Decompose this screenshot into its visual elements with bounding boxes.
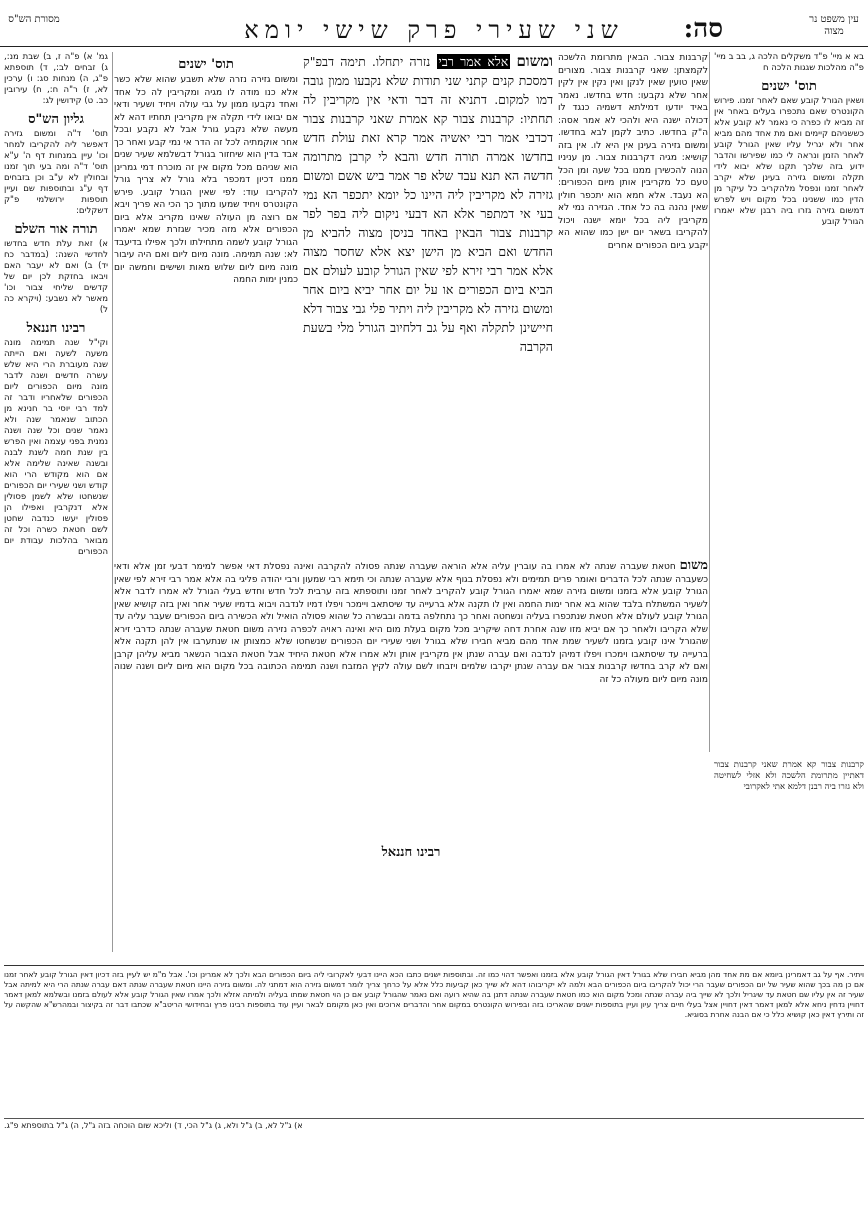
- wide-commentary-text: [114, 560, 708, 686]
- tosfot-yeshanim-text: ושאין הגורל קובע שאם לאחר זמנו. פירוש הקונטרס שאם נתכפרו בעלים באחר אין זה מביא לו כפרה כי נאמר לא קובע אלא כששניהם קיימים ואם מת אחד מהם מביא אחר ולא יגריל עליו שאין הגורל קובע לאחר הזמן ונראה לי כמו שפירשו והדבר ידוע בזה שלכך תקנו שלא יבוא לידי תקלה ומשום גזירה בעינן שלא יקרב לאחר זמנו ונפסל מלהקריב כל עיקר מן הדין כמו ששנינו בכל מקום ויש לפרש דמשום גזירה גזרו ביה רבנן שלא יאמרו הגורל קובע: [714, 96, 864, 227]
- wide-opening-word: משום: [679, 560, 708, 573]
- right-margin-bottom-text: קרבנות צבור קא אמרת שאני קרבנות צבור דאתיין מתרומת הלשכה ולא אזלי לשחיטה ולא גזרו ביה רבנן דלמא אתי לאקרובי: [714, 760, 864, 792]
- rabbenu-chananel-heading: רבינו חננאל: [26, 321, 86, 336]
- gemara-body: [303, 52, 553, 356]
- tosfot-heading: תוס' ישנים: [178, 57, 234, 72]
- page-header: [0, 14, 868, 47]
- torah-or-heading: תורה אור השלם: [14, 222, 98, 237]
- left-margin-column: [4, 52, 113, 952]
- wide-commentary: [114, 560, 708, 835]
- wide-text-1: חטאת שעברה שנתה לא אמרו בה עוברין עליה אלא הוראה שעברה שנתה פסולה להקרבה ואינה נפסלת דאי אפשר למימר דבעי זמן אלא ודאי כשעברה שנתה לכל הדברים ואומר פרים תמימים ולא נפסלת בגוף אלא שעברה שנתה וכי תימא רבי שמעון ורבי יהודה פליגי בה אלא אמר רבי זירא לפי שאין הגורל קובע אלא בזמנו ומשום גזירה שמא יאמרו הגורל קובע להקריב לאחר זמנו ותוספתא בזה ערבית לכל חדש וחדש בעלי הגורל לא אמרו לדבר אלא לשעיר המשתלח בלבד שהוא בא אחר ימות החמה ואין לו תקנה אלא ברעייה עד שיסתאב ויימכר ויפלו דמיו לנדבה ויבוא בדמיו שעיר אחר ואין בזה קושיא שאין הגורל קובע לעולם אלא חטאת שנתכפרו בעליה ונשחטה ואחר כך נתחלפה בדמה ובבשרה כל שהוא פסולה הואיל ולא הכשירה ביום הכפורים שעבר עליה עד שלא הקריבו ולאחר כך אם יביא מזו שנה אחרת דחה שיקריב מכל מקום בעלת מום היא ואינה ראויה לכפרה: [114, 562, 708, 635]
- ein-mishpat-text: בא א מיי' פ"ד משקלים הלכה ג, בב ב מיי' פ"ה מהלכות שגגות הלכה ח: [714, 52, 864, 73]
- gemara-opening-word: ומשום: [516, 52, 553, 70]
- page-footer: [4, 1118, 864, 1137]
- torah-or-text: א) זאת עלת חדש בחדשו לחדשי השנה: (במדבר כח יד) ב) ואם לא יעבר האם ויבאו בחזקת לכן יום של קדשים שליחי צבור וכו' מאשר לא נשבע: (ויקרא כה ל): [4, 239, 108, 315]
- gemara-highlight: אלא אמר רבי: [438, 54, 509, 69]
- ein-mishpat-label: עין משפט נר מצוה: [809, 14, 859, 37]
- rashi-column: [558, 52, 708, 552]
- right-margin-column: [709, 52, 864, 752]
- gemara-column: [303, 52, 553, 422]
- wide-text-2: נזירה משום חטאת שעברה שנתה כדרבי זירא שהגורל אינו קובע בזמנו לשעיר שמת אחד מהם מביא חבירו שלא בגורל ושני שעירי יום הכפורים שנשחטו שלא כמצותן או שנתערבו אין להן תקנה אלא ברעייה עד שיסתאבו וימכרו ויפלו דמיהן לנדבה ואם עברה שנתן אין מקריבין אותן ולא אמרו אלא חטאת היחיד אבל חטאת הצבור הנשאר מביא עליהן קרבן ואם לא קרב בחדשו קרבנות צבור אם עברה שנתן יקרבו שלמים ויזבחו לשם עולה לקיץ המזבח ושנה תמימה הכתובה בכל מקום הוא מיום ליום ושנה שנוה מונה מיום ליום מעולה כל זה: [114, 624, 708, 685]
- masoret-label: מסורת הש"ס: [8, 14, 60, 25]
- rashi-text: קרבנות צבור. הבאין מתרומת הלשכה לקמצתן: שאני קרבנות צבור. מצורים שאין טועין שאין לנקן ואין נקין אין לקין אחר שלא נקבעו: חדש בחדשו. נאמר באיד יודעו דמילתא דשמיה כנגד לו דכולה ישנה היא ולהכי לא אמר אסה: ה"ק בחדשו. כתיב לקמן לבא בחדשו. ומשום גזירה בעינן אין היא לו. אין בזה קושיא: מגיה דקרבנות צבור. מן עניניו הנוה להכשירן ממנו בכל שעה ומן הכל טעם כל מקריבין אותן מיום הכפורים: הא נעבד. אלא חמא הוא יתכפר חולין שאין נהנה בה כל אחד. הגזירה נמי לא מקריבין ליה בכל יומא ישנה ויכול להקריבו בשאר יום ישן כמו שהוא הא יקבע ביום הכפורים אחרים: [558, 53, 708, 251]
- gilyon-text: תוס' ד"ה ומשום גזירה דאפשר ליה להקריבו למחר וכו' עיין במנחות דף ה' ע"א תוס' ד"ה ומה בעי תוך זמנו ובחולין לא ע"ב וכן בזבחים דף ע"ג ובתוספות שם ועיין תוספות ירושלמי פ"ק דשקלים:: [4, 129, 108, 216]
- gemara-text: נזרה יתחלו. תימה דבפ"ק דמסכת קנים קתני שני תודות שלא נקבעו ממון גובה דמו למקום. דתניא זה דבר ודאי אין מקריבין לה תחתיו: קרבנות צבור קא אמרת שאני קרבנות צבור דכדבי אמר רבי יאשיה אמר קרא זאת עולת חדש בחדשו אמרה תורה חדש והבא לי קרבן מתרומה חדשה הא תנא עבד שלא פר אמר ביש אשם ומשום גזירה לא מקריבין ליה היינו כל יומא יתכפר הא נמי בעי אי דמתפר אלא הא דבעי ניקום ליה בפר לפר קרבנות צבור הבאין באחד בניסן מצוה להביא מן החדש ואם הביא מן הישן יצא אלא שחסר מצוה אלא אמר רבי זירא לפי שאין הגורל קובע לעולם אם הביא ביום הכפורים או על יום אחר יביא ביום אחר ומשום גזירה לא מקריבין ליה ויתיר פלי גבי צבור דלא חיישינן לתקלה ואף על גב דלחיוב הגורל מלי בשעת הקרבה: [303, 54, 553, 354]
- right-margin-bottom: [714, 760, 864, 960]
- rabbenu-chananel-text: וקי"ל שנה תמימה מונה משעה לשעה ואם הייתה שנה מעוברת הרי היא שלש עשרה חדשים ושנה לדבר מונה מיום הכפורים ליום הכפורים שלאחריו ודבר זה למד רבי יוסי בר חנינא מן הכתוב שנאמר שנה ולא נאמר שנים וכל שנה ושנה נמנית בפני עצמה ואין הפרש בין שנת חמה לשנת לבנה ובשנה שאינה שלימה אלא אם הוא מקודש הרי הוא קודש ושני שעירי יום הכפורים שנשחטו שלא לשמן פסולין אלא דנקרבין ואפילו הן פסולין יעשו כנדבה שחטן לשם חטאת כשרה וכל זה מבואר בהלכות עבודת יום הכפורים: [4, 338, 108, 557]
- gilyon-heading: גליון הש"ס: [28, 112, 84, 127]
- bottom-notes-text: ויתיר. אף על גב דאמרינן ביומא אם מת אחד מהן מביא חבירו שלא בגורל דאין הגורל קובע אלא בזמנו ואפשר דהוי כמו זה. ובתוספות ישנים כתבו הכא היינו דבעי לאקרובי ליה ביום הכפורים הבא ולכך לא אמרינן וכו'. אבל מ"מ יש לעיין בזה דכיון דאין הגורל קובע לאחר זמנו אם כן מה בכך שהוא שעיר של יום הכפורים שעבר הרי יכול להקריבו ביום הכפורים הבא ולמה לא יקריבוהו דהא לא שייך כאן קביעות כלל אלא על כרחך צריך לומר דמשום גזירה הוא דמתני לה. ומשום גזירה היינו חטאת שעברה שנתה דאם עברה שנתה הרי היא למיתה אבל שעיר זה אין עליו שם חטאת עד שיגריל ולכך לא שייך ביה עברה שנתה ומכל מקום הוא כמו חטאת שעברה שנתה דתנן בה שהיא רועה ואם נאמר שהגורל קובע אם כן הוי חטאת שמתו בעליה ולמיתה אזלא ולכך אמרו שאין הגורל קובע אלא לעולם בזמנו ובשלמא למאן דאמר דחויין נדחין ניחא אלא למאן דאמר דאין דחויין אצל בעלי חיים צריך עיון ועיין בתוספות ישנים שהאריכו בזה ובפירוש הקונטרס במקום אחר והדברים ארוכים ואין כאן מקומם לבאר ועיין עוד בתוספות רבינו פרץ ובחידושי הריטב"א שכתבו דבר זה בקיצור ובמהרש"א שהקשה על זה ותירץ דאין כאן קושיא כלל כי אם הבנה אחרת בסוגיא.: [4, 970, 864, 1019]
- bottom-notes: [4, 965, 864, 1115]
- page-title: שני שעירי פרק שישי יומא: [244, 16, 624, 44]
- tosfot-text: ומשום גזירה נזרה שלא תשבע שהוא שלא כשר אלא כנו מודה לו מגיה ומקריבין לה כל אחד ואחד נקבעו ממון על גבי עולה ויחיד ושעיר ודאי אם יבואו לידי תקלה אין מקריבין תחתיו דהא לא מעשה שלא נקבע גורל אבל לא נקבע ובכל אחר אוקמתיה לכל זה הדר אי נמי קבע ואחר כך אבד בדין הוא שיחזור בגורל דבשלמא שעיר שנים הוא שניהם מכל מקום אין זה מוכרח דמי גמרינן ממנו דכיון דמכפר בלא גורל לא צריך גורל להקריבו עוד: לפי שאין הגורל קובע. פירש הקונטרס ויחיד שמעו מתוך כך הכי הא פריך ויבא אם רוצה מן העולה שאינו מקריב אלא ביום הכפורים אלא מזה מכיר שגזרת שמא יאמרו הגורל קובע לשמה מתחילתו ולכך אפילו בדיעבד לא: שנה תמימה. מונה מיום ליום ואם היה עיבור מונה מיום ליום שלוש מאות ושישים וחמשה יום כמנין ימות החמה: [114, 75, 298, 285]
- wide-heading: רבינו חננאל: [381, 845, 441, 860]
- wide-commentary-lower: [114, 840, 708, 960]
- masoret-text: גמ' א) פ"ה ז, ב) שבת מנ:, ג) זבחים לב:, ד) תוספתא פ"ג, ה) מנחות סג: ו) ערכין לא, ז) ר"ה ח:, ח) עירובין כב. ט) קידושין לג:: [4, 52, 108, 106]
- footer-text: א) ג"ל לא, ב) ג"ל ולא, ג) ג"ל הכי, ד) וליכא שום הוכחה בזה ג"ל, ה) ג"ל בתוספתא פ"ג.: [4, 1121, 303, 1130]
- page-number: סה:: [683, 14, 723, 44]
- tosfot-column: [114, 52, 298, 552]
- tosfot-yeshanim-heading: תוס' ישנים: [761, 79, 817, 94]
